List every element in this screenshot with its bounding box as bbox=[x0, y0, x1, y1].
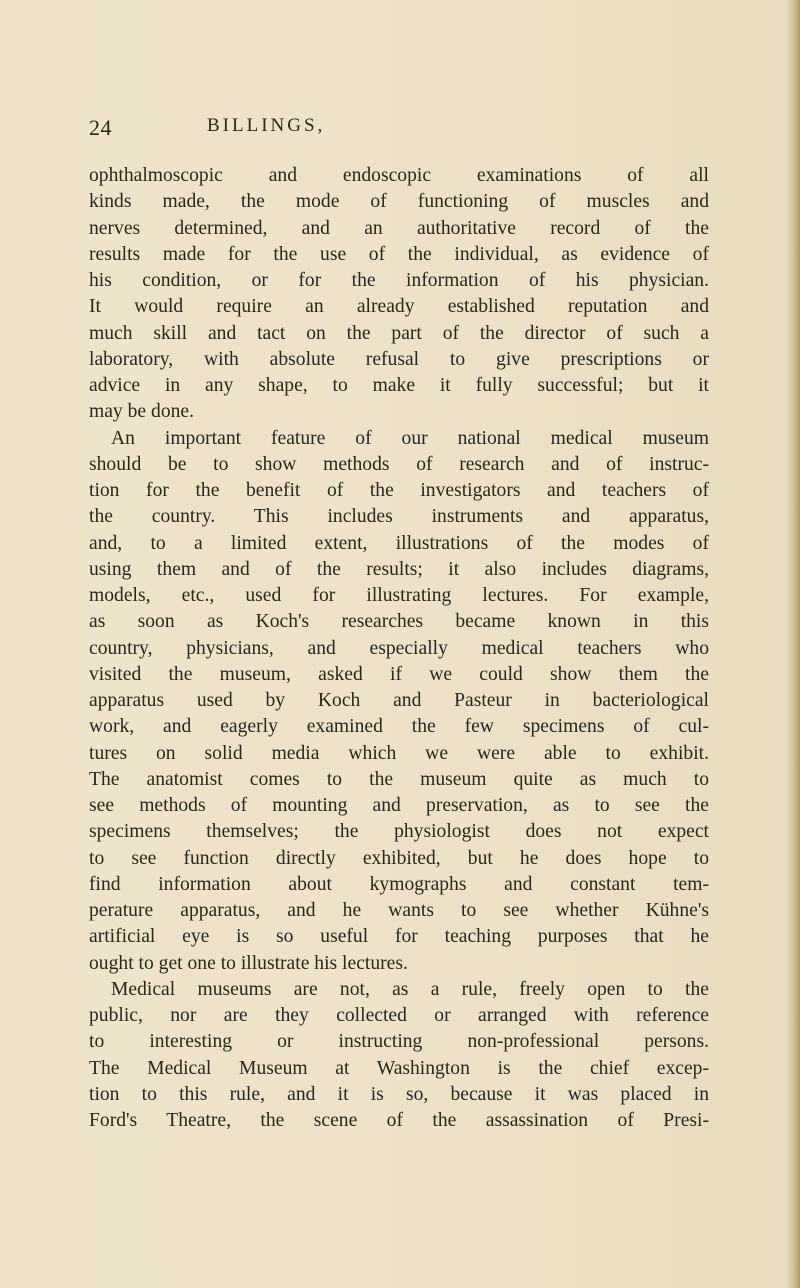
text-line: apparatus used by Koch and Pasteur in bacteriological bbox=[89, 690, 709, 711]
text-line: country, physicians, and especially medical teachers who bbox=[89, 637, 709, 659]
text-line: The Medical Museum at Washington is the chief excep- bbox=[89, 1057, 709, 1079]
text-line: should be to show methods of research and of instruc- bbox=[89, 453, 709, 475]
running-head: BILLINGS, bbox=[207, 115, 326, 136]
page-header bbox=[89, 115, 709, 145]
text-line: Medical museums are not, as a rule, freely open to the bbox=[111, 978, 709, 1000]
text-line: see methods of mounting and preservation, as to see the bbox=[89, 795, 709, 816]
text-line: It would require an already established reputation and bbox=[89, 296, 709, 318]
text-line: Ford's Theatre, the scene of the assassination of Presi- bbox=[89, 1110, 709, 1131]
text-line: results made for the use of the individual, as evidence of bbox=[89, 243, 709, 265]
page-number: 24 bbox=[89, 115, 112, 140]
text-line: may be done. bbox=[89, 401, 195, 423]
text-line: ophthalmoscopic and endoscopic examinations of all bbox=[89, 165, 709, 186]
text-line: perature apparatus, and he wants to see whether Kühne's bbox=[89, 900, 709, 921]
text-line: kinds made, the mode of functioning of muscles and bbox=[89, 191, 709, 213]
text-line: laboratory, with absolute refusal to give prescriptions or bbox=[89, 348, 709, 370]
text-line: advice in any shape, to make it fully successful; but it bbox=[89, 375, 709, 396]
text-line: to see function directly exhibited, but he does hope to bbox=[89, 847, 709, 869]
body-text bbox=[89, 163, 709, 1134]
text-line: and, to a limited extent, illustrations of the modes of bbox=[89, 532, 709, 554]
text-line: models, etc., used for illustrating lectures. For example, bbox=[89, 585, 709, 606]
text-line: the country. This includes instruments and apparatus, bbox=[89, 506, 709, 528]
text-line: An important feature of our national medical museum bbox=[111, 427, 709, 449]
text-line: to interesting or instructing non-professional persons. bbox=[89, 1031, 709, 1053]
text-line: work, and eagerly examined the few specimens of cul- bbox=[89, 716, 709, 738]
text-line: much skill and tact on the part of the director of such a bbox=[89, 322, 709, 344]
text-line: public, nor are they collected or arranged with reference bbox=[89, 1005, 709, 1026]
text-line: visited the museum, asked if we could show them the bbox=[89, 663, 709, 685]
text-line: artificial eye is so useful for teaching purposes that he bbox=[89, 926, 709, 948]
text-line: using them and of the results; it also includes diagrams, bbox=[89, 558, 709, 580]
page-edge-shadow bbox=[786, 0, 800, 1288]
text-line: his condition, or for the information of his physician. bbox=[89, 270, 709, 291]
text-line: tion to this rule, and it is so, because it was placed in bbox=[89, 1083, 709, 1105]
text-line: as soon as Koch's researches became known in this bbox=[89, 611, 709, 633]
text-line: The anatomist comes to the museum quite as much to bbox=[89, 768, 709, 790]
text-line: find information about kymographs and constant tem- bbox=[89, 873, 709, 895]
text-line: ought to get one to illustrate his lectures. bbox=[89, 952, 408, 974]
text-line: specimens themselves; the physiologist does not expect bbox=[89, 821, 709, 843]
text-line: tures on solid media which we were able to exhibit. bbox=[89, 742, 709, 764]
text-line: tion for the benefit of the investigators and teachers of bbox=[89, 480, 709, 501]
text-line: nerves determined, and an authoritative record of the bbox=[89, 217, 709, 239]
